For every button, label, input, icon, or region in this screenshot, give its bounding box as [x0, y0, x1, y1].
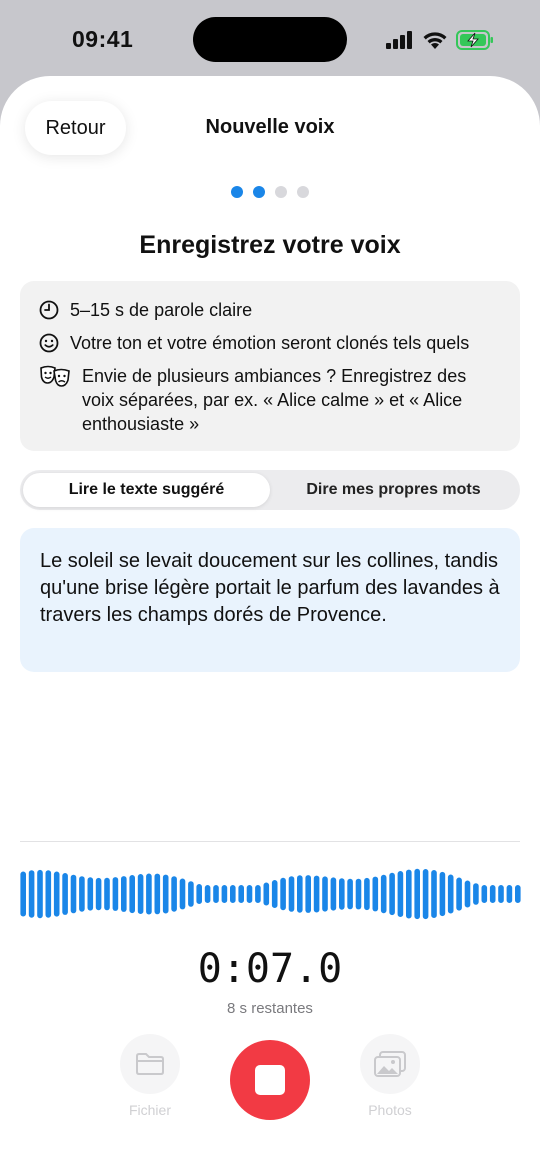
- waveform-bar: [88, 877, 94, 910]
- suggested-script-card: [20, 528, 520, 672]
- waveform-bar: [339, 878, 345, 909]
- waveform-bar: [146, 874, 152, 915]
- waveform-bar: [331, 877, 337, 910]
- status-bar: [0, 0, 540, 78]
- photos-button-label: Photos: [368, 1102, 412, 1118]
- modal-sheet: [0, 76, 540, 1173]
- recording-timer: 0:07.0: [197, 946, 343, 992]
- waveform-bar: [238, 885, 244, 903]
- waveform-bar: [37, 870, 43, 918]
- status-icons: [386, 27, 494, 53]
- waveform-bar: [29, 870, 35, 918]
- tip-text: Votre ton et votre émotion seront clonés tels quels: [70, 333, 470, 353]
- waveform-bar: [289, 876, 295, 912]
- waveform-bar: [406, 870, 412, 919]
- photos-button-circle[interactable]: [360, 1034, 420, 1094]
- waveform-bar: [79, 876, 85, 912]
- waveform-bar: [465, 881, 471, 908]
- waveform-bar: [113, 877, 119, 911]
- waveform-bar: [305, 875, 311, 913]
- theater-masks-icon: [38, 364, 72, 388]
- tips-card: [20, 281, 520, 451]
- wifi-icon: [422, 31, 448, 50]
- tip-text: Envie de plusieurs ambiances ? Enregistrez des voix séparées, par ex. « Alice calme » et « Alice enthousiaste »: [82, 366, 467, 434]
- stop-icon: [255, 1065, 285, 1095]
- waveform-bar: [414, 869, 420, 919]
- tab-say-own-words[interactable]: Dire mes propres mots: [306, 481, 481, 498]
- waveform-bar: [314, 876, 320, 913]
- waveform-bar: [381, 875, 387, 913]
- waveform-bar: [364, 878, 370, 910]
- waveform-bar: [247, 885, 253, 903]
- divider: [20, 841, 520, 842]
- page-title: Enregistrez votre voix: [139, 231, 401, 259]
- waveform-bar: [46, 870, 52, 917]
- tab-read-suggested-text[interactable]: Lire le texte suggéré: [23, 473, 270, 507]
- waveform-bar: [222, 885, 228, 903]
- tip-row: [38, 298, 502, 322]
- step-indicator: [0, 186, 540, 198]
- mode-segmented-control: [20, 470, 520, 510]
- waveform-bar: [347, 879, 353, 910]
- waveform-bar: [129, 875, 135, 913]
- waveform-bar: [163, 875, 169, 914]
- waveform-bar: [356, 879, 362, 910]
- smiley-icon: [38, 331, 60, 355]
- time-remaining: 8 s restantes: [227, 1000, 313, 1017]
- suggested-script-text: Le soleil se levait doucement sur les collines, tandis qu'une brise légère portait le parfum des lavandes à travers les champs dorés de Provence.: [40, 550, 500, 626]
- waveform-bar: [96, 878, 102, 910]
- waveform-bar: [264, 883, 270, 906]
- tip-row: [38, 331, 502, 355]
- waveform-bar: [71, 875, 77, 914]
- photos-icon: [373, 1050, 407, 1078]
- waveform-bar: [230, 885, 236, 903]
- waveform-bar: [121, 876, 127, 912]
- step-dot-1: [231, 186, 243, 198]
- waveform-bar: [196, 884, 202, 904]
- waveform-bar: [205, 885, 211, 903]
- waveform-bar: [255, 885, 261, 903]
- waveform-bar: [280, 878, 286, 910]
- waveform-bar: [171, 876, 177, 912]
- waveform-bar: [180, 879, 186, 910]
- clock-icon: [38, 298, 60, 322]
- waveform-bar: [473, 883, 479, 905]
- waveform-bar: [138, 874, 144, 914]
- status-time: 09:41: [72, 26, 134, 52]
- waveform-bar: [373, 877, 379, 912]
- file-button-label: Fichier: [128, 1102, 171, 1118]
- nav-title: Nouvelle voix: [205, 116, 335, 138]
- waveform-bar: [515, 885, 521, 903]
- waveform-bar: [389, 873, 395, 915]
- waveform-bar: [188, 881, 194, 907]
- waveform-bar: [54, 872, 60, 917]
- waveform-bar: [272, 880, 278, 908]
- folder-icon: [135, 1052, 165, 1076]
- step-dot-3: [275, 186, 287, 198]
- waveform-bar: [482, 885, 488, 903]
- waveform-bar: [431, 870, 437, 918]
- waveform-bar: [440, 872, 446, 916]
- waveform-bar: [213, 885, 219, 903]
- photos-button[interactable]: [350, 1034, 430, 1118]
- waveform-bar: [297, 875, 303, 912]
- dynamic-island: [193, 17, 347, 62]
- audio-waveform: [19, 866, 522, 922]
- waveform-bar: [498, 885, 504, 903]
- file-button[interactable]: [110, 1034, 190, 1118]
- file-button-circle[interactable]: [120, 1034, 180, 1094]
- waveform-bar: [490, 885, 496, 903]
- waveform-bar: [104, 878, 110, 911]
- cellular-signal-icon: [386, 31, 414, 49]
- waveform-bar: [62, 873, 68, 915]
- waveform-bar: [398, 871, 404, 917]
- step-dot-4: [297, 186, 309, 198]
- waveform-bar: [456, 878, 462, 911]
- waveform-bar: [155, 874, 161, 915]
- step-dot-2: [253, 186, 265, 198]
- stop-recording-button[interactable]: [230, 1040, 310, 1120]
- waveform-bar: [423, 869, 429, 919]
- tip-row: [38, 364, 502, 436]
- waveform-bar: [507, 885, 513, 903]
- waveform-bar: [322, 876, 328, 911]
- waveform-bar: [20, 872, 26, 917]
- battery-charging-icon: [456, 30, 494, 50]
- waveform-bar: [448, 875, 454, 914]
- back-button[interactable]: Retour: [25, 101, 126, 155]
- tip-text: 5–15 s de parole claire: [70, 300, 253, 320]
